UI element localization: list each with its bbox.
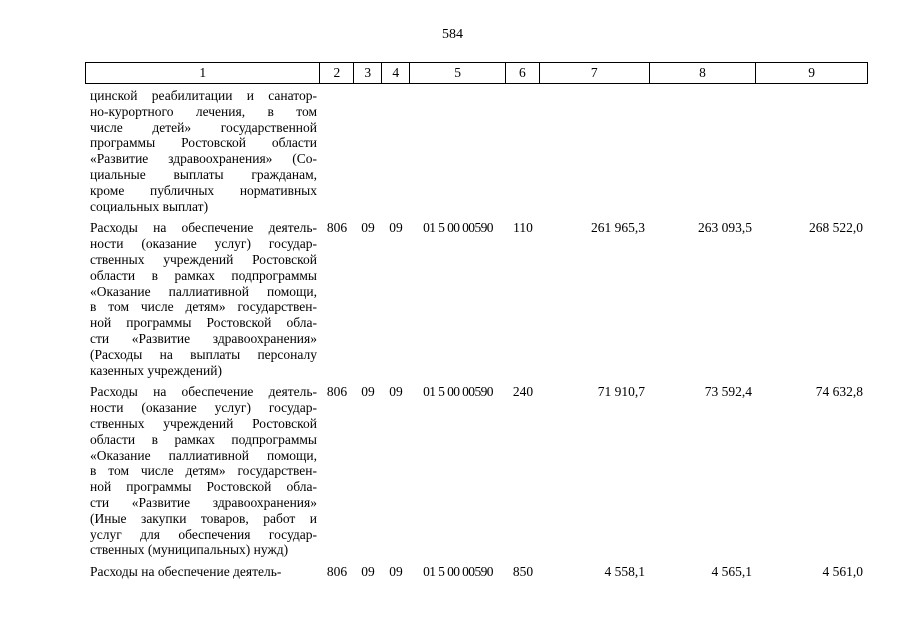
expense-type-code: 850 [512, 564, 534, 580]
section-code [354, 88, 382, 214]
description-line: в том числе детям» государствен- [90, 463, 317, 479]
table-row [85, 564, 868, 580]
header-col-1: 1 [86, 63, 320, 83]
header-col-8: 8 [650, 63, 757, 83]
amount-year-3: 4 561,0 [822, 564, 863, 580]
amount-year-1: 4 558,1 [604, 564, 645, 580]
description-line: ственных учреждений Ростовской [90, 415, 317, 431]
table-body [85, 88, 868, 580]
section-code: 09 [361, 564, 375, 580]
target-article-code [410, 88, 506, 214]
description-line: области в рамках подпрограммы [90, 267, 317, 283]
amount-year-3 [757, 88, 868, 214]
header-col-3: 3 [354, 63, 382, 83]
subsection-code: 09 [389, 220, 403, 236]
description-line: Расходы на обеспечение деятель- [90, 220, 317, 236]
description-line: но-курортного лечения, в том [90, 103, 317, 119]
description-line: ной программы Ростовской обла- [90, 479, 317, 495]
description-line: цинской реабилитации и санатор- [90, 88, 317, 103]
table-row [85, 88, 868, 214]
subsection-code: 09 [389, 384, 403, 400]
description-line: в том числе детям» государствен- [90, 299, 317, 315]
amount-year-1: 71 910,7 [597, 384, 645, 400]
header-col-6: 6 [506, 63, 540, 83]
description-line: (Расходы на выплаты персоналу [90, 346, 317, 362]
description-line: ности (оказание услуг) государ- [90, 400, 317, 416]
target-article-code: 01 5 00 00590 [423, 220, 493, 236]
amount-year-2: 73 592,4 [704, 384, 752, 400]
ministry-code [320, 88, 354, 214]
page-number: 584 [442, 27, 463, 42]
description-line: ности (оказание услуг) государ- [90, 236, 317, 252]
amount-year-2: 4 565,1 [711, 564, 752, 580]
amount-year-1 [540, 88, 650, 214]
target-article-code: 01 5 00 00590 [423, 384, 493, 400]
header-col-5: 5 [410, 63, 506, 83]
description-line: ной программы Ростовской обла- [90, 315, 317, 331]
header-col-2: 2 [320, 63, 354, 83]
target-article-code: 01 5 00 00590 [423, 564, 493, 580]
ministry-code: 806 [326, 220, 348, 236]
table-header-row [85, 62, 868, 84]
description-line: кроме публичных нормативных [90, 182, 317, 198]
amount-year-2: 263 093,5 [698, 220, 752, 236]
row-description [85, 564, 320, 580]
description-line: циальные выплаты гражданам, [90, 166, 317, 182]
subsection-code [382, 88, 410, 214]
table-row [85, 384, 868, 558]
description-line: ственных (муниципальных) нужд) [90, 542, 289, 558]
description-line: социальных выплат) [90, 198, 209, 214]
amount-year-2 [650, 88, 757, 214]
description-line: (Иные закупки товаров, работ и [90, 510, 317, 526]
header-col-9: 9 [808, 65, 816, 80]
description-line: услуг для обеспечения государ- [90, 526, 317, 542]
section-code: 09 [361, 384, 375, 400]
ministry-code: 806 [326, 384, 348, 400]
description-line: программы Ростовской области [90, 135, 317, 151]
description-line: «Оказание паллиативной помощи, [90, 283, 317, 299]
expense-type-code [506, 88, 540, 214]
description-line: числе детей» государственной [90, 119, 317, 135]
header-col-7: 7 [540, 63, 650, 83]
amount-year-1: 261 965,3 [591, 220, 645, 236]
table-row [85, 220, 868, 378]
section-code: 09 [361, 220, 375, 236]
description-line: Расходы на обеспечение деятель- [90, 384, 317, 400]
row-description [85, 384, 320, 558]
description-line: казенных учреждений) [90, 362, 222, 378]
header-col-4: 4 [382, 63, 410, 83]
description-line: «Развитие здравоохранения» (Со- [90, 151, 317, 167]
description-line: сти «Развитие здравоохранения» [90, 330, 317, 346]
subsection-code: 09 [389, 564, 403, 580]
description-line: сти «Развитие здравоохранения» [90, 494, 317, 510]
description-line: ственных учреждений Ростовской [90, 251, 317, 267]
expense-type-code: 110 [513, 220, 533, 236]
description-line: «Оказание паллиативной помощи, [90, 447, 317, 463]
amount-year-3: 74 632,8 [815, 384, 863, 400]
row-description [85, 220, 320, 378]
amount-year-3: 268 522,0 [809, 220, 863, 236]
row-description [85, 88, 320, 214]
expense-type-code: 240 [512, 384, 534, 400]
ministry-code: 806 [326, 564, 348, 580]
description-line: области в рамках подпрограммы [90, 431, 317, 447]
description-line: Расходы на обеспечение деятель- [90, 564, 282, 580]
